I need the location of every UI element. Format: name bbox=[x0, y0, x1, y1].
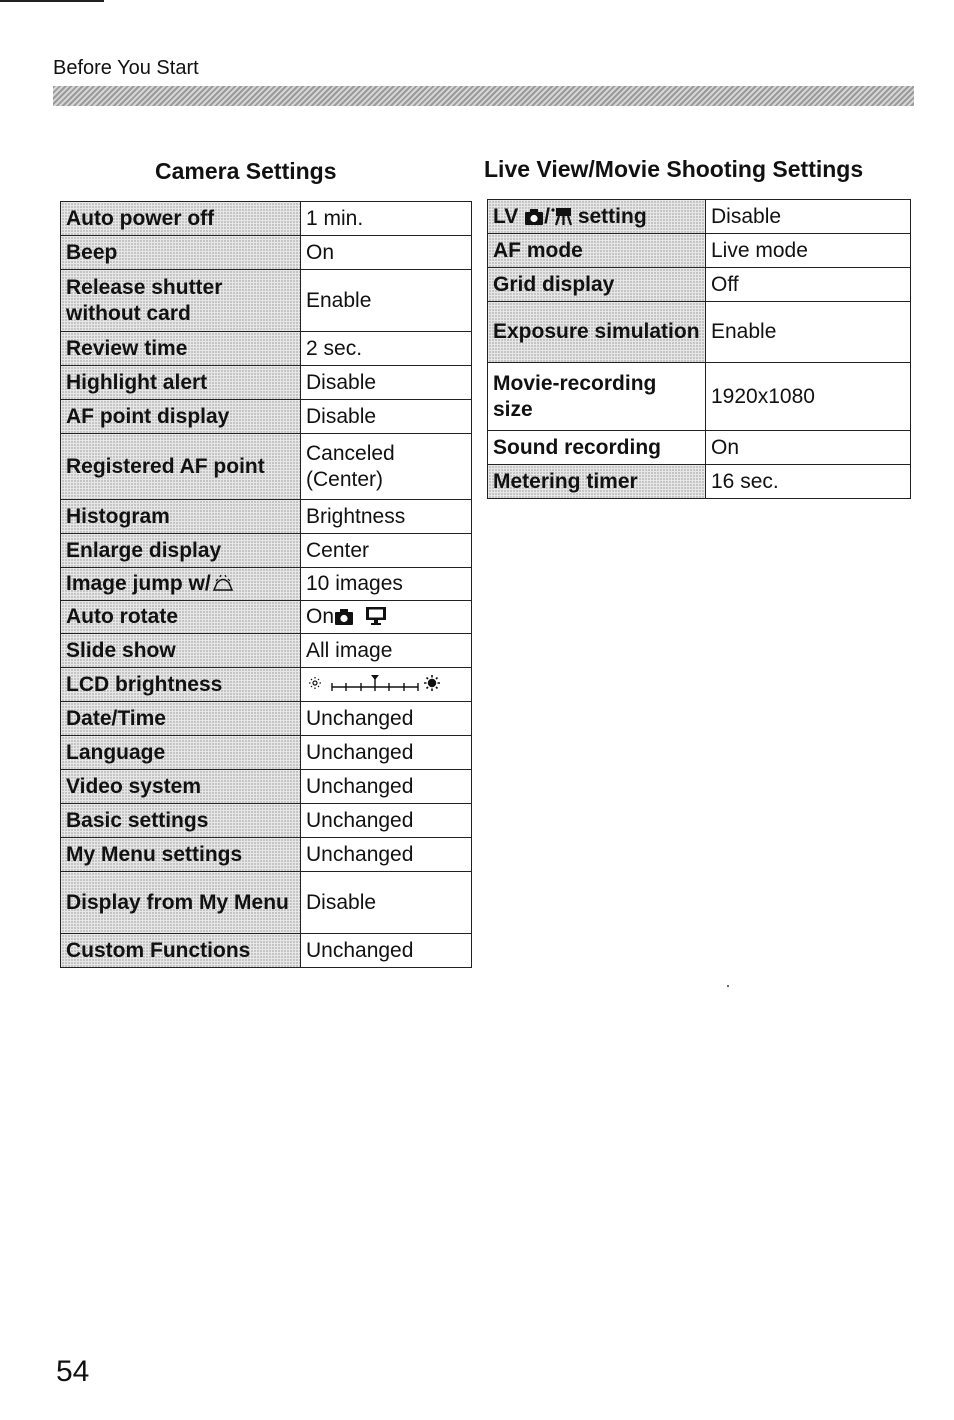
setting-label: Image jump w/ bbox=[66, 572, 211, 595]
setting-label: Auto rotate bbox=[61, 601, 301, 634]
setting-value: Enable bbox=[301, 270, 472, 332]
table-row bbox=[61, 500, 472, 534]
setting-label: Histogram bbox=[61, 500, 301, 534]
setting-label: LCD brightness bbox=[61, 668, 301, 702]
live-view-settings-table bbox=[487, 199, 911, 499]
table-row bbox=[61, 872, 472, 934]
setting-label: Release shutter without card bbox=[61, 270, 301, 332]
setting-label: Movie-recording size bbox=[488, 363, 706, 431]
setting-value: Unchanged bbox=[301, 804, 472, 838]
table-row bbox=[61, 668, 472, 702]
setting-label: My Menu settings bbox=[61, 838, 301, 872]
table-row bbox=[488, 234, 911, 268]
table-row bbox=[61, 400, 472, 434]
main-dial-icon bbox=[211, 573, 235, 593]
setting-value: Brightness bbox=[301, 500, 472, 534]
table-row bbox=[61, 770, 472, 804]
table-row bbox=[61, 804, 472, 838]
table-row bbox=[61, 434, 472, 500]
setting-label: Date/Time bbox=[61, 702, 301, 736]
setting-label: Grid display bbox=[488, 268, 706, 302]
table-row bbox=[61, 202, 472, 236]
camera-icon bbox=[524, 208, 544, 226]
setting-label: setting bbox=[577, 204, 647, 228]
setting-label: Metering timer bbox=[488, 465, 706, 499]
setting-value: 2 sec. bbox=[301, 332, 472, 366]
table-row bbox=[61, 568, 472, 601]
setting-label: AF mode bbox=[488, 234, 706, 268]
setting-value: Off bbox=[706, 268, 911, 302]
setting-label: Highlight alert bbox=[61, 366, 301, 400]
movie-icon bbox=[550, 206, 572, 226]
setting-value: Unchanged bbox=[301, 736, 472, 770]
table-row bbox=[61, 838, 472, 872]
setting-value: Unchanged bbox=[301, 838, 472, 872]
table-row bbox=[488, 200, 911, 234]
table-row bbox=[488, 302, 911, 363]
setting-label: Sound recording bbox=[488, 431, 706, 465]
setting-value: Live mode bbox=[706, 234, 911, 268]
setting-label-cell bbox=[61, 568, 301, 601]
table-row bbox=[61, 736, 472, 770]
setting-label: Language bbox=[61, 736, 301, 770]
brightness-scale-icon bbox=[306, 672, 444, 694]
stray-dot bbox=[727, 985, 729, 987]
table-row bbox=[61, 702, 472, 736]
setting-label: Basic settings bbox=[61, 804, 301, 838]
setting-value: 10 images bbox=[301, 568, 472, 601]
table-row bbox=[488, 465, 911, 499]
setting-label: Review time bbox=[61, 332, 301, 366]
table-row bbox=[488, 363, 911, 431]
section-label: Before You Start bbox=[53, 57, 199, 79]
setting-value: Enable bbox=[706, 302, 911, 363]
table-row bbox=[488, 268, 911, 302]
setting-value: Center bbox=[301, 534, 472, 568]
setting-value: Unchanged bbox=[301, 770, 472, 804]
table-row bbox=[61, 270, 472, 332]
setting-label-cell bbox=[488, 200, 706, 234]
setting-label: Display from My Menu bbox=[61, 872, 301, 934]
setting-label: Enlarge display bbox=[61, 534, 301, 568]
setting-label: Exposure simulation bbox=[488, 302, 706, 363]
live-view-settings-heading: Live View/Movie Shooting Settings bbox=[484, 156, 864, 182]
table-row bbox=[488, 431, 911, 465]
setting-value: 1920x1080 bbox=[706, 363, 911, 431]
camera-settings-heading: Camera Settings bbox=[155, 158, 337, 184]
setting-label: Beep bbox=[61, 236, 301, 270]
setting-label-prefix: LV bbox=[493, 204, 519, 228]
table-row bbox=[61, 332, 472, 366]
setting-value: On bbox=[306, 605, 335, 628]
setting-value: Unchanged bbox=[301, 934, 472, 968]
page-number: 54 bbox=[56, 1355, 90, 1388]
setting-value: All image bbox=[301, 634, 472, 668]
top-rule bbox=[0, 0, 104, 2]
setting-label: Slide show bbox=[61, 634, 301, 668]
setting-value: On bbox=[706, 431, 911, 465]
table-row bbox=[61, 534, 472, 568]
setting-value: 16 sec. bbox=[706, 465, 911, 499]
camera-icon bbox=[334, 608, 354, 626]
header-band bbox=[53, 86, 914, 106]
setting-label: Auto power off bbox=[61, 202, 301, 236]
slash-separator: / bbox=[544, 204, 550, 228]
setting-value: On bbox=[301, 236, 472, 270]
table-row bbox=[61, 634, 472, 668]
setting-value: Disable bbox=[301, 872, 472, 934]
table-row bbox=[61, 934, 472, 968]
setting-value: Canceled (Center) bbox=[301, 434, 472, 500]
setting-label: Custom Functions bbox=[61, 934, 301, 968]
setting-value-cell bbox=[301, 601, 472, 634]
setting-value: Disable bbox=[301, 366, 472, 400]
table-row bbox=[61, 236, 472, 270]
setting-value: 1 min. bbox=[301, 202, 472, 236]
setting-value-cell bbox=[301, 668, 472, 702]
setting-value: Unchanged bbox=[301, 702, 472, 736]
table-row bbox=[61, 601, 472, 634]
setting-value: Disable bbox=[706, 200, 911, 234]
table-row bbox=[61, 366, 472, 400]
setting-label: AF point display bbox=[61, 400, 301, 434]
monitor-icon bbox=[364, 606, 388, 626]
camera-settings-table bbox=[60, 201, 472, 968]
setting-label: Video system bbox=[61, 770, 301, 804]
setting-label: Registered AF point bbox=[61, 434, 301, 500]
setting-value: Disable bbox=[301, 400, 472, 434]
